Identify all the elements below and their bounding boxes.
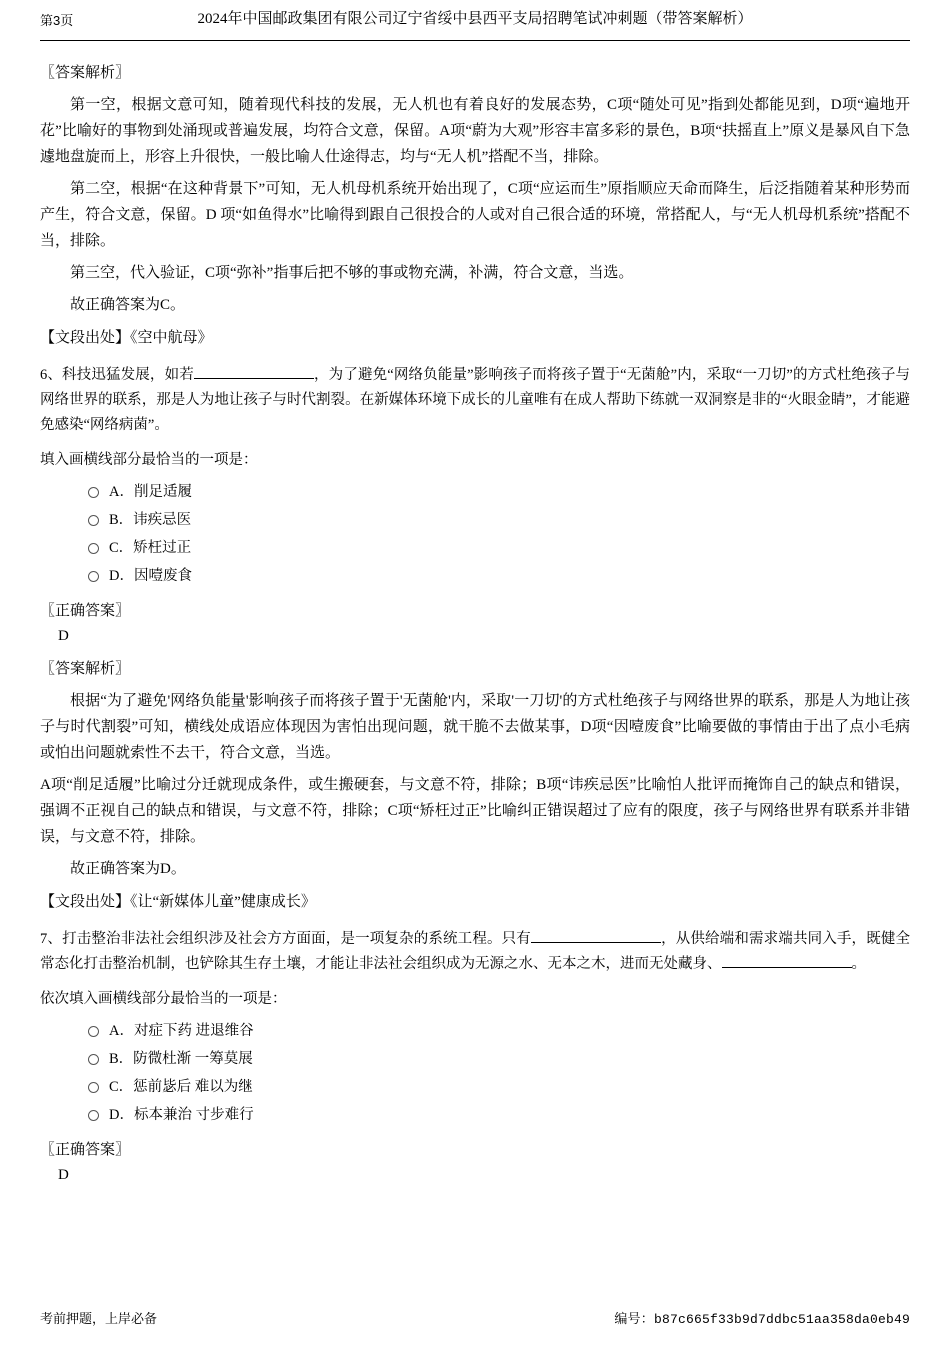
question-7-option-b[interactable] bbox=[40, 1046, 910, 1072]
question-6-answer-value: D bbox=[58, 628, 69, 644]
option-text: 防微杜渐 一筹莫展 bbox=[133, 1051, 253, 1067]
option-letter: B． bbox=[109, 1051, 134, 1067]
option-letter: D． bbox=[109, 568, 134, 584]
footer-code bbox=[614, 1308, 910, 1327]
option-text: 讳疾忌医 bbox=[133, 512, 192, 528]
question-7-text-part2: ，从供给端和需求端共同入手，既健全常态化打击整治机制，也铲除其生存土壤，才能让非法社会组织成为无源之水、无本之木，进而无处藏身、 bbox=[40, 931, 911, 972]
question-6-prompt: 填入画横线部分最恰当的一项是： bbox=[40, 452, 258, 468]
radio-icon[interactable] bbox=[88, 1026, 99, 1037]
option-text: 矫枉过正 bbox=[133, 540, 192, 556]
question-6-blank bbox=[194, 363, 314, 379]
option-letter: D． bbox=[109, 1107, 134, 1123]
question-7-blank-1 bbox=[531, 927, 661, 943]
radio-icon[interactable] bbox=[88, 1054, 99, 1065]
option-letter: C． bbox=[109, 1079, 134, 1095]
radio-icon[interactable] bbox=[88, 515, 99, 526]
question-6-option-a[interactable] bbox=[40, 479, 910, 505]
question-6-options bbox=[40, 479, 910, 589]
analysis-paragraph-3: 第三空，代入验证，C项“弥补”指事后把不够的事或物充满，补满，符合文意，当选。 bbox=[70, 265, 634, 281]
question-7-text-part1: 打击整治非法社会组织涉及社会方方面面，是一项复杂的系统工程。只有 bbox=[62, 931, 531, 947]
option-text: 标本兼治 寸步难行 bbox=[133, 1107, 254, 1123]
question-6-analysis-paragraph-2: A项“削足适履”比喻过分迁就现成条件，或生搬硬套，与文意不符，排除；B项“讳疾忌医”比喻怕人批评而掩饰自己的缺点和错误，强调不正视自己的缺点和错误，与文意不符，排除；C项“矫枉过正”比喻纠正错误超过了应有的限度，孩子与网络世界有联系并非错误，与文意不符，排除。 bbox=[40, 777, 910, 845]
analysis-paragraph-1: 第一空，根据文意可知，随着现代科技的发展，无人机也有着良好的发展态势，C项“随处可见”指到处都能见到，D项“遍地开花”比喻好的事物到处涌现或普遍发展，均符合文意，保留。A项“蔚为大观”形容丰富多彩的景色，B项“扶摇直上”原义是暴风自下急遽地盘旋而上，形容上升很快，一般比喻人仕途得志，均与“无人机”搭配不当，排除。 bbox=[40, 97, 910, 165]
question-6-analysis-paragraph-1: 根据“为了避免'网络负能量'影响孩子而将孩子置于'无菌舱'内，采取'一刀切'的方式杜绝孩子与网络世界的联系，那是人为地让孩子与时代割裂”可知，横线处成语应体现因为害怕出现问题，就干脆不去做某事，D项“因噎废食”比喻要做的事情由于出了点小毛病或怕出问题就索性不去干，符合文意，当选。 bbox=[40, 693, 910, 761]
question-6-option-c[interactable] bbox=[40, 535, 910, 561]
question-7 bbox=[40, 927, 910, 1188]
question-7-prompt: 依次填入画横线部分最恰当的一项是： bbox=[40, 991, 287, 1007]
question-6-analysis-label: 〖答案解析〗 bbox=[40, 661, 131, 677]
question-7-option-c[interactable] bbox=[40, 1074, 910, 1100]
question-7-text-part3: 。 bbox=[851, 956, 866, 972]
footer-code-label: 编号： bbox=[614, 1311, 654, 1326]
page-footer bbox=[40, 1308, 910, 1327]
question-7-option-a[interactable] bbox=[40, 1018, 910, 1044]
radio-icon[interactable] bbox=[88, 571, 99, 582]
option-letter: C． bbox=[109, 540, 134, 556]
footer-slogan: 考前押题，上岸必备 bbox=[40, 1311, 158, 1326]
question-6-text-part2: ，为了避免“网络负能量”影响孩子而将孩子置于“无菌舱”内，采取“一刀切”的方式杜绝孩子与网络世界的联系，那是人为地让孩子与时代割裂。在新媒体环境下成长的儿童唯有在成人帮助下练就一双洞察是非的“火眼金睛”，才能避免感染“网络病菌”。 bbox=[40, 367, 911, 433]
question-6-option-b[interactable] bbox=[40, 507, 910, 533]
question-6-text-part1: 科技迅猛发展，如若 bbox=[62, 367, 194, 383]
question-6-analysis-paragraph-3: 故正确答案为D。 bbox=[70, 861, 186, 877]
option-text: 因噎废食 bbox=[133, 568, 192, 584]
radio-icon[interactable] bbox=[88, 487, 99, 498]
question-7-options bbox=[40, 1018, 910, 1128]
option-text: 对症下药 进退维谷 bbox=[133, 1023, 254, 1039]
radio-icon[interactable] bbox=[88, 1082, 99, 1093]
page-header bbox=[40, 0, 910, 41]
option-letter: A． bbox=[109, 1023, 134, 1039]
radio-icon[interactable] bbox=[88, 1110, 99, 1121]
option-letter: B． bbox=[109, 512, 134, 528]
option-letter: A． bbox=[109, 484, 134, 500]
footer-code-value: b87c665f33b9d7ddbc51aa358da0eb49 bbox=[653, 1312, 910, 1327]
question-7-answer-label: 〖正确答案〗 bbox=[40, 1142, 131, 1158]
question-7-answer-value: D bbox=[58, 1167, 69, 1183]
radio-icon[interactable] bbox=[88, 543, 99, 554]
question-6 bbox=[40, 363, 910, 915]
page-number-marker: 第3页 bbox=[40, 13, 74, 28]
question-7-option-d[interactable] bbox=[40, 1102, 910, 1128]
document-content bbox=[40, 41, 910, 1188]
question-6-answer-label: 〖正确答案〗 bbox=[40, 603, 131, 619]
analysis-label-1: 〖答案解析〗 bbox=[40, 65, 131, 81]
option-text: 惩前毖后 难以为继 bbox=[133, 1079, 253, 1095]
question-7-blank-2 bbox=[722, 952, 852, 968]
question-6-number: 6、 bbox=[40, 367, 63, 383]
question-7-number: 7、 bbox=[40, 931, 63, 947]
analysis-paragraph-4: 故正确答案为C。 bbox=[70, 297, 186, 313]
question-6-stem bbox=[40, 363, 910, 438]
analysis-paragraph-2: 第二空，根据“在这种背景下”可知，无人机母机系统开始出现了，C项“应运而生”原指顺应天命而降生，后泛指随着某种形势而产生，符合文意，保留。D 项“如鱼得水”比喻得到跟自己很投合的人或对自己很合适的环境，常搭配人，与“无人机母机系统”搭配不当，排除。 bbox=[40, 181, 910, 249]
option-text: 削足适履 bbox=[133, 484, 192, 500]
question-7-stem bbox=[40, 927, 910, 977]
source-label-1: 【文段出处】《空中航母》 bbox=[40, 330, 213, 346]
question-6-option-d[interactable] bbox=[40, 563, 910, 589]
document-title: 2024年中国邮政集团有限公司辽宁省绥中县西平支局招聘笔试冲刺题（带答案解析） bbox=[197, 11, 753, 27]
question-6-source-label: 【文段出处】《让“新媒体儿童”健康成长》 bbox=[40, 894, 316, 910]
